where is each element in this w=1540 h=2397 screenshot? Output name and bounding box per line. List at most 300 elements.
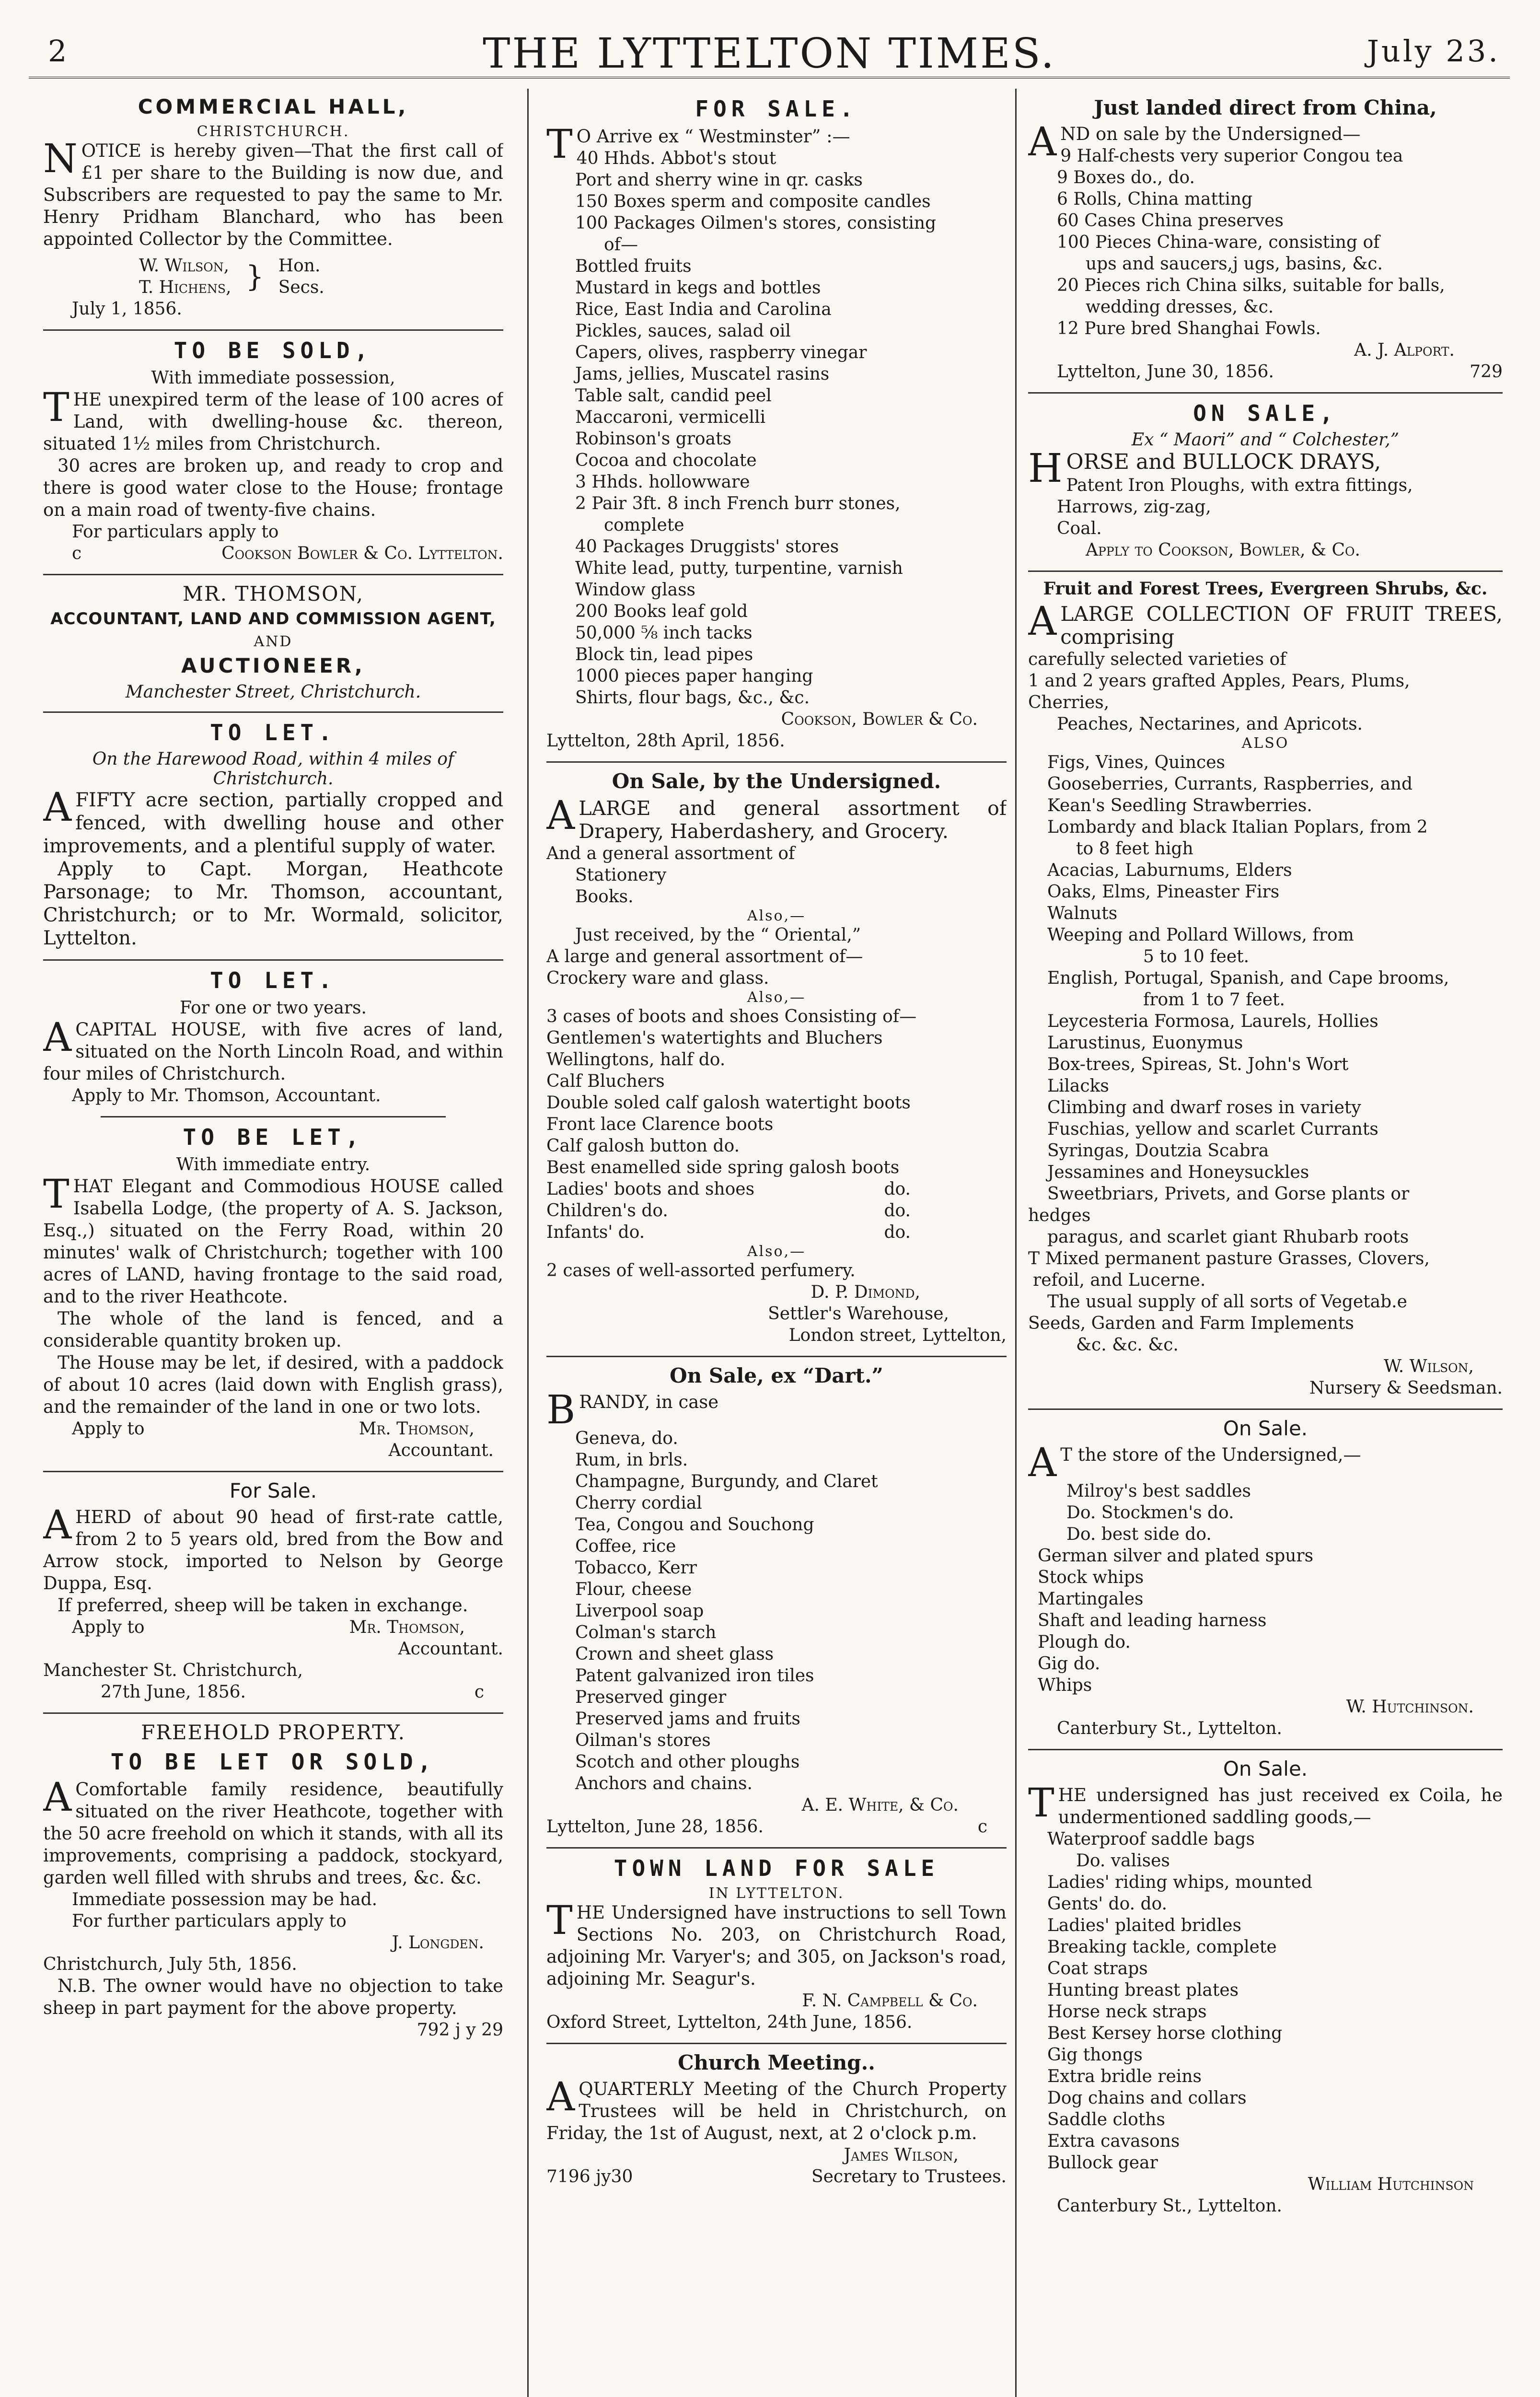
list-item: Ladies' plaited bridles	[1047, 1916, 1241, 1935]
list-item: Rice, East India and Carolina	[575, 300, 832, 319]
drop-cap: T	[546, 1898, 573, 1943]
ad-body: 30 acres are broken up, and ready to crop and there is good water close to the House; frontage on a main road of twenty-five chains.	[43, 455, 503, 520]
list-item: Do. best side do.	[1066, 1524, 1212, 1544]
list-item: 2 Pair 3ft. 8 inch French burr stones,	[575, 494, 901, 513]
ad-line: Peaches, Nectarines, and Apricots.	[1057, 714, 1363, 734]
signer: Cookson, Bowler & Co.	[781, 710, 978, 729]
ad-line: 2 cases of well-assorted perfumery.	[546, 1261, 856, 1280]
separator	[43, 959, 503, 961]
ad-heading: For Sale.	[229, 1479, 317, 1502]
ad-heading: Just landed direct from China,	[1094, 96, 1437, 119]
list-item: Port and sherry wine in qr. casks	[575, 170, 863, 190]
separator	[43, 1712, 503, 1714]
list-item: Do. Stockmen's do.	[1066, 1503, 1234, 1523]
list-item: Maccaroni, vermicelli	[575, 407, 766, 427]
ad-to-be-sold	[43, 337, 503, 564]
signer: J. Longden.	[392, 1933, 484, 1953]
signer-role: Nursery & Seedsman.	[1309, 1378, 1503, 1398]
list-item: Champagne, Burgundy, and Claret	[575, 1472, 878, 1491]
drop-cap: T	[546, 122, 573, 167]
ad-date: Lyttelton, June 30, 1856.	[1057, 362, 1274, 382]
ad-body: Immediate possession may be had.	[72, 1890, 378, 1909]
list-item: Calf Bluchers	[546, 1071, 665, 1091]
separator	[546, 1356, 1007, 1357]
ad-heading: TO BE LET OR SOLD,	[110, 1749, 436, 1775]
signer: William Hutchinson	[1308, 2175, 1474, 2194]
list-item: 40 Packages Druggists' stores	[575, 537, 839, 557]
list-item: 9 Half-chests very superior Congou tea	[1060, 146, 1403, 166]
list-item: Jams, jellies, Muscatel rasins	[575, 364, 830, 384]
item-list	[1028, 1828, 1503, 2174]
signer-role: Secs.	[278, 278, 324, 297]
ad-line: Crockery ware and glass.	[546, 968, 769, 988]
list-item: Double soled calf galosh watertight boots	[546, 1093, 911, 1113]
ad-date: 27th June, 1856.	[101, 1682, 246, 1702]
list-item: Bottled fruits	[575, 256, 692, 276]
list-item: Cocoa and chocolate	[575, 451, 757, 470]
list-item: refoil, and Lucerne.	[1033, 1270, 1206, 1290]
signer-street: London street, Lyttelton,	[788, 1326, 1007, 1345]
ad-heading: FREEHOLD PROPERTY.	[141, 1721, 405, 1744]
drop-cap: A	[546, 793, 575, 838]
ad-dart	[546, 1364, 1007, 1838]
signer-role: Secretary to Trustees.	[811, 2167, 1007, 2187]
list-item: to 8 feet high	[1076, 839, 1193, 859]
drop-cap: T	[1028, 1780, 1054, 1826]
list-item: Bullock gear	[1047, 2153, 1158, 2173]
ad-subheading: IN LYTTELTON.	[708, 1885, 845, 1902]
list-item: Extra cavasons	[1047, 2131, 1180, 2151]
list-item: Fuschias, yellow and scarlet Currants	[1047, 1119, 1378, 1139]
item-list	[1028, 752, 1503, 1356]
ad-body: OTICE is hereby given—That the first call of £1 per share to the Building is now due, and Subscribers are requested to pay the same to Mr. Henry Pridham Blanchard, who has been appointed Collector by the Committee.	[43, 140, 503, 249]
page-number: 2	[48, 34, 67, 69]
signer: Cookson Bowler & Co. Lyttelton.	[221, 544, 503, 563]
ad-to-let-2	[43, 967, 503, 1106]
ad-church-meeting	[546, 2051, 1007, 2188]
separator	[101, 1116, 446, 1117]
list-item: Oilman's stores	[575, 1731, 711, 1750]
ad-first-line: LARGE COLLECTION OF FRUIT TREES, comprising	[1060, 602, 1503, 649]
list-item: Children's do.	[546, 1201, 668, 1221]
ad-heading: On Sale.	[1223, 1757, 1308, 1780]
list-item: Weeping and Pollard Willows, from	[1047, 925, 1354, 945]
ad-line: Books.	[575, 887, 634, 907]
list-item: Figs, Vines, Quinces	[1047, 753, 1225, 772]
signer: W. Wilson,	[1383, 1357, 1474, 1376]
list-item-value: do.	[884, 1201, 911, 1221]
agent-and: AND	[254, 633, 293, 650]
ad-china	[1028, 96, 1503, 383]
ad-heading: TO LET.	[210, 720, 336, 745]
ad-subheading: With immediate entry.	[176, 1155, 371, 1175]
list-item: Oaks, Elms, Pineaster Firs	[1047, 882, 1280, 902]
separator	[546, 1847, 1007, 1849]
list-item: Climbing and dwarf roses in variety	[1047, 1098, 1361, 1117]
list-item: Rum, in brls.	[575, 1450, 688, 1470]
signer: A. J. Alport.	[1354, 340, 1455, 360]
ad-line: Coal.	[1057, 519, 1102, 538]
item-list	[546, 1428, 1007, 1794]
list-item: from 1 to 7 feet.	[1143, 990, 1285, 1010]
masthead	[29, 19, 1510, 79]
list-item: Larustinus, Euonymus	[1047, 1033, 1243, 1053]
list-item: hedges	[1028, 1206, 1091, 1225]
drop-cap: A	[43, 785, 72, 830]
ad-to-let-1	[43, 720, 503, 950]
list-item: 200 Books leaf gold	[575, 602, 748, 621]
also-label: Also,—	[747, 1243, 806, 1260]
ad-heading: ON SALE,	[1193, 400, 1338, 426]
list-item: 6 Rolls, China matting	[1057, 189, 1253, 209]
ad-heading: FOR SALE.	[695, 96, 858, 122]
ad-subheading: On the Harewood Road, within 4 miles of Christchurch.	[92, 749, 454, 789]
signer: W. Hutchinson.	[1346, 1697, 1474, 1717]
ad-first-line: ND on sale by the Undersigned—	[1060, 124, 1361, 144]
ad-date: Oxford Street, Lyttelton, 24th June, 1856.	[546, 2013, 913, 2032]
list-item: Flour, cheese	[575, 1580, 692, 1599]
ad-heading: TOWN LAND FOR SALE	[614, 1855, 939, 1881]
list-item: Shirts, flour bags, &c., &c.	[575, 688, 810, 708]
list-item: Preserved ginger	[575, 1687, 727, 1707]
separator	[546, 2043, 1007, 2044]
list-item: Box-trees, Spireas, St. John's Wort	[1047, 1055, 1349, 1074]
ad-first-line: RANDY, in case	[579, 1392, 719, 1412]
list-item: Kean's Seedling Strawberries.	[1047, 796, 1312, 815]
drop-cap: A	[43, 1502, 72, 1548]
column-rule	[527, 89, 529, 2397]
signer-place: Settler's Warehouse,	[768, 1304, 949, 1324]
list-item: Seeds, Garden and Farm Implements	[1028, 1314, 1354, 1333]
list-item: Best enamelled side spring galosh boots	[546, 1158, 900, 1177]
list-item: 40 Hhds. Abbot's stout	[576, 149, 776, 168]
list-item: Patent galvanized iron tiles	[575, 1666, 814, 1686]
ad-date: July 1, 1856.	[72, 299, 182, 319]
list-item: wedding dresses, &c.	[1086, 297, 1274, 317]
ad-saddling-goods	[1028, 1757, 1503, 2217]
list-item: Dog chains and collars	[1047, 2088, 1247, 2108]
separator	[43, 711, 503, 713]
ad-subheading: With immediate possession,	[151, 368, 395, 388]
list-item: Infants' do.	[546, 1222, 645, 1242]
issue-date: July 23.	[1367, 34, 1500, 69]
signer-role: Accountant.	[398, 1639, 503, 1659]
ad-line: Just received, by the “ Oriental,”	[575, 925, 861, 945]
list-item: Lombardy and black Italian Poplars, from 2	[1047, 817, 1428, 837]
ad-drays	[1028, 400, 1503, 561]
ad-apply: Apply to Cookson, Bowler, & Co.	[1086, 540, 1360, 560]
list-item: 150 Boxes sperm and composite candles	[575, 192, 931, 211]
list-item-value: do.	[884, 1222, 911, 1242]
list-item: 9 Boxes do., do.	[1057, 168, 1195, 187]
list-item: Hunting breast plates	[1047, 1980, 1239, 2000]
list-item: Coat straps	[1047, 1959, 1148, 1978]
ad-body: For further particulars apply to	[72, 1911, 347, 1931]
ad-body: HE unexpired term of the lease of 100 acres of Land, with dwelling-house &c. thereon, situated 1½ miles from Christchurch.	[43, 389, 503, 454]
separator	[1028, 1749, 1503, 1750]
ad-mark: c	[72, 544, 82, 563]
signer: A. E. White, & Co.	[801, 1795, 959, 1815]
ad-for-sale-herd	[43, 1479, 503, 1703]
list-item: Tea, Congou and Souchong	[575, 1515, 814, 1535]
list-item: Block tin, lead pipes	[575, 645, 753, 664]
ad-heading: TO BE SOLD,	[174, 337, 373, 363]
list-item: Breaking tackle, complete	[1047, 1937, 1277, 1957]
also-label: Also,—	[747, 908, 806, 924]
ad-first-line: HE undersigned has just received ex Coila, he undermentioned saddling goods,—	[1058, 1785, 1503, 1827]
list-item: The usual supply of all sorts of Vegetab.e	[1047, 1292, 1407, 1312]
ad-heading: TO BE LET,	[183, 1124, 364, 1150]
agent-address: Manchester Street, Christchurch.	[125, 682, 421, 702]
separator	[1028, 1408, 1503, 1410]
ad-line: 1 and 2 years grafted Apples, Pears, Plums,	[1028, 671, 1410, 691]
list-item-value: do.	[884, 1179, 911, 1199]
ad-note: N.B. The owner would have no objection to take sheep in part payment for the above property.	[43, 1976, 503, 2018]
list-item: Table salt, candid peel	[575, 386, 772, 406]
item-list	[1028, 145, 1503, 339]
ad-date: Lyttelton, 28th April, 1856.	[546, 731, 785, 751]
ad-body: HE Undersigned have instructions to sell Town Sections No. 203, on Christchurch Road, adjoining Mr. Varyer's; and 305, on Jackson's road, adjoining Mr. Seagur's.	[546, 1902, 1007, 1989]
ad-code: 792 j y 29	[417, 2020, 503, 2040]
ad-heading: On Sale, ex “Dart.”	[670, 1364, 883, 1387]
ad-town-land	[546, 1855, 1007, 2033]
ad-heading: Church Meeting..	[678, 2051, 875, 2074]
item-list	[1028, 1480, 1503, 1696]
column-1	[43, 91, 503, 2397]
list-item: Anchors and chains.	[575, 1774, 753, 1793]
list-item: Leycesteria Formosa, Laurels, Hollies	[1047, 1012, 1378, 1031]
list-item: Gents' do. do.	[1047, 1894, 1168, 1914]
signer: James Wilson,	[844, 2145, 959, 2165]
ad-body: HERD of about 90 head of first-rate cattle, from 2 to 5 years old, bred from the Bow and Arrow stock, imported to Nelson by George Duppa, Esq.	[43, 1507, 503, 1594]
list-item: Best Kersey horse clothing	[1047, 2024, 1283, 2043]
list-item: Walnuts	[1047, 904, 1118, 923]
ad-freehold	[43, 1721, 503, 2041]
list-item: complete	[604, 515, 684, 535]
list-item: Acacias, Laburnums, Elders	[1047, 861, 1292, 880]
signer-role: Hon.	[278, 256, 321, 276]
list-item: Stock whips	[1038, 1568, 1144, 1587]
ad-body: The whole of the land is fenced, and a considerable quantity broken up.	[43, 1308, 503, 1351]
list-item: Lilacks	[1047, 1076, 1109, 1096]
ad-first-line: ORSE and BULLOCK DRAYS,	[1066, 450, 1381, 474]
list-item: Capers, olives, raspberry vinegar	[575, 343, 867, 362]
list-item: of—	[604, 235, 638, 255]
list-item: Window glass	[575, 580, 696, 600]
list-item: 60 Cases China preserves	[1057, 211, 1284, 231]
separator	[43, 574, 503, 575]
ad-heading: On Sale, by the Undersigned.	[612, 769, 941, 793]
list-item: Sweetbriars, Privets, and Gorse plants or	[1047, 1184, 1410, 1204]
list-item: Coffee, rice	[575, 1536, 676, 1556]
ad-date: Lyttelton, June 28, 1856.	[546, 1817, 764, 1837]
list-item: Crown and sheet glass	[575, 1644, 774, 1664]
ad-address: Manchester St. Christchurch,	[43, 1661, 303, 1680]
ad-apply: For particulars apply to	[72, 522, 279, 542]
list-item: 5 to 10 feet.	[1143, 947, 1250, 966]
ad-thomson	[43, 582, 503, 702]
ad-line: A large and general assortment of—	[546, 947, 863, 966]
ad-subheading: For one or two years.	[180, 998, 367, 1018]
signer: Mr. Thomson,	[349, 1617, 465, 1637]
ad-undersigned	[546, 769, 1007, 1346]
ad-heading: On Sale.	[1223, 1417, 1308, 1440]
ad-to-be-let	[43, 1124, 503, 1461]
list-item: Wellingtons, half do.	[546, 1050, 726, 1070]
signer: D. P. Dimond,	[811, 1282, 920, 1302]
ad-line: Patent Iron Ploughs, with extra fittings,	[1066, 476, 1413, 495]
ad-body: HAT Elegant and Commodious HOUSE called Isabella Lodge, (the property of A. S. Jackson, Esq.,) situated on the Ferry Road, within 20 minutes' walk of Christchurch; together with 100 acres of LAND, having frontage to the said road, and to the river Heathcote.	[43, 1176, 503, 1307]
list-item: Gooseberries, Currants, Raspberries, and	[1047, 774, 1413, 794]
ad-line: Harrows, zig-zag,	[1057, 497, 1211, 517]
list-item: 100 Pieces China-ware, consisting of	[1057, 233, 1380, 252]
list-item: Martingales	[1038, 1589, 1144, 1609]
drop-cap: A	[546, 2074, 575, 2120]
ad-line: And a general assortment of	[546, 844, 795, 863]
list-item: Pickles, sauces, salad oil	[575, 321, 791, 341]
list-item: Colman's starch	[575, 1623, 717, 1642]
drop-cap: N	[43, 136, 78, 182]
list-item: Gig do.	[1038, 1654, 1100, 1674]
agent-name: MR. THOMSON,	[182, 582, 364, 605]
separator	[1028, 570, 1503, 572]
list-item: Whips	[1038, 1676, 1092, 1695]
list-item: Waterproof saddle bags	[1047, 1829, 1255, 1849]
signer: W. Wilson,	[139, 256, 230, 276]
drop-cap: B	[546, 1387, 576, 1433]
signer-place: Canterbury St., Lyttelton.	[1057, 2196, 1282, 2216]
ad-subheading: CHRISTCHURCH.	[197, 123, 350, 140]
list-item: ups and saucers,j ugs, basins, &c.	[1086, 254, 1383, 274]
ad-for-sale-westminster	[546, 96, 1007, 752]
ad-first-line: T the store of the Undersigned,—	[1060, 1444, 1361, 1465]
ad-body: LARGE and general assortment of Drapery, Haberdashery, and Grocery.	[579, 797, 1007, 843]
separator	[43, 329, 503, 331]
signer: F. N. Campbell & Co.	[802, 1991, 978, 2011]
list-item: Ladies' boots and shoes	[546, 1179, 755, 1199]
ad-body: If preferred, sheep will be taken in exchange.	[58, 1595, 468, 1616]
drop-cap: T	[43, 1172, 69, 1217]
ad-mark: c	[474, 1682, 484, 1702]
ad-body: QUARTERLY Meeting of the Church Property Trustees will be held in Christchurch, on Friday, the 1st of August, next, at 2 o'clock p.m.	[546, 2079, 1007, 2143]
drop-cap: A	[43, 1775, 72, 1820]
list-item: Extra bridle reins	[1047, 2067, 1202, 2086]
list-item: T Mixed permanent pasture Grasses, Clovers,	[1028, 1249, 1430, 1268]
ad-body: CAPITAL HOUSE, with five acres of land, situated on the North Lincoln Road, and within four miles of Christchurch.	[43, 1019, 503, 1084]
ad-commercial-hall: COMMERCIAL HALL, CHRISTCHURCH. NOTICE is hereby given—That the first call of £1 per share to the Building is now due, and Subscribers are requested to pay the same to Mr. Henry Pridham Blanchard, who has been appointed Collector by the Committee. W. Wilson, T. Hichens, } Hon. Secs. July 1, 1856.	[43, 95, 503, 319]
signer: Mr. Thomson,	[359, 1419, 475, 1439]
list-item: Ladies' riding whips, mounted	[1047, 1873, 1312, 1892]
list-item: Jessamines and Honeysuckles	[1047, 1163, 1309, 1182]
separator	[1028, 392, 1503, 394]
signer-place: Canterbury St., Lyttelton.	[1057, 1719, 1282, 1738]
column-rule	[1015, 89, 1017, 2397]
ad-body: The House may be let, if desired, with a paddock of about 10 acres (laid down with English grass), and the remainder of the land in one or two lots.	[43, 1352, 503, 1417]
list-item: 12 Pure bred Shanghai Fowls.	[1057, 319, 1321, 338]
list-item: &c. &c. &c.	[1076, 1335, 1179, 1355]
list-item: Gentlemen's watertights and Bluchers	[546, 1028, 883, 1048]
list-item: 3 cases of boots and shoes Consisting of—	[546, 1007, 917, 1026]
list-item: 100 Packages Oilmen's stores, consisting	[575, 213, 937, 233]
ad-heading: TO LET.	[210, 967, 336, 993]
list-item: Tobacco, Kerr	[575, 1558, 697, 1578]
list-item: Plough do.	[1038, 1632, 1131, 1652]
ad-line: Cherries,	[1028, 693, 1110, 712]
list-item: 20 Pieces rich China silks, suitable for balls,	[1057, 276, 1445, 295]
ad-saddles	[1028, 1417, 1503, 1739]
drop-cap: H	[1028, 446, 1063, 491]
ad-apply: Apply to	[72, 1617, 145, 1637]
list-item: Geneva, do.	[575, 1429, 678, 1448]
drop-cap: A	[1028, 1440, 1057, 1486]
list-item: Saddle cloths	[1047, 2110, 1165, 2129]
ad-apply: Apply to	[72, 1419, 145, 1439]
ad-intro: O Arrive ex “ Westminster” :—	[576, 126, 850, 147]
separator	[546, 761, 1007, 763]
list-item: Front lace Clarence boots	[546, 1115, 774, 1134]
ad-body: Comfortable family residence, beautifully situated on the river Heathcote, together with the 50 acre freehold on which it stands, with all its improvements, comprising a paddock, stockyard, garden well filled with shrubs and trees, &c. &c.	[43, 1779, 503, 1888]
list-item: Mustard in kegs and bottles	[575, 278, 821, 298]
also-label: ALSO	[1241, 735, 1289, 752]
ad-line: Stationery	[575, 865, 667, 885]
list-item: Syringas, Doutzia Scabra	[1047, 1141, 1269, 1161]
list-item: 50,000 ⅝ inch tacks	[575, 623, 753, 643]
drop-cap: A	[1028, 119, 1057, 165]
ad-date: Christchurch, July 5th, 1856.	[43, 1955, 297, 1974]
signer-role: Accountant.	[388, 1441, 494, 1460]
ad-code: 7196 jy30	[546, 2167, 633, 2187]
ad-body: FIFTY acre section, partially cropped and fenced, with dwelling house and other improvements, and a plentiful supply of water.	[43, 789, 503, 857]
list-item: English, Portugal, Spanish, and Cape brooms,	[1047, 968, 1449, 988]
ad-line: carefully selected varieties of	[1028, 650, 1286, 669]
drop-cap: T	[43, 385, 69, 431]
list-item: Gig thongs	[1047, 2045, 1143, 2065]
separator	[43, 1471, 503, 1472]
drop-cap: A	[1028, 599, 1057, 644]
agent-auctioneer: AUCTIONEER,	[181, 654, 365, 677]
ad-heading: COMMERCIAL HALL,	[138, 95, 409, 118]
agent-role: ACCOUNTANT, LAND AND COMMISSION AGENT,	[50, 609, 496, 628]
list-item: Calf galosh button do.	[546, 1136, 740, 1156]
ad-body: Apply to Capt. Morgan, Heathcote Parsonage; to Mr. Thomson, accountant, Christchurch; or to Mr. Wormald, solicitor, Lyttelton.	[43, 858, 503, 949]
column-2	[546, 91, 1007, 2397]
list-item: Do. valises	[1076, 1851, 1170, 1871]
list-item: paragus, and scarlet giant Rhubarb roots	[1047, 1227, 1409, 1247]
ad-mark: c	[977, 1817, 987, 1837]
list-item: Shaft and leading harness	[1038, 1611, 1267, 1630]
list-item: Cherry cordial	[575, 1493, 702, 1513]
column-3	[1028, 91, 1503, 2397]
signer: T. Hichens,	[139, 278, 232, 297]
list-item: German silver and plated spurs	[1038, 1546, 1314, 1566]
list-item: Robinson's groats	[575, 429, 732, 449]
list-item: Preserved jams and fruits	[575, 1709, 800, 1729]
list-item: 1000 pieces paper hanging	[575, 666, 813, 686]
ad-code: 729	[1470, 362, 1503, 382]
list-item: Horse neck straps	[1047, 2002, 1207, 2022]
newspaper-title: THE LYTTELTON TIMES.	[483, 30, 1056, 78]
list-item: White lead, putty, turpentine, varnish	[575, 559, 903, 578]
ad-subheading: Ex “ Maori” and “ Colchester,”	[1131, 430, 1400, 450]
list-item: 3 Hhds. hollowware	[575, 472, 750, 492]
ad-apply: Apply to Mr. Thomson, Accountant.	[72, 1086, 381, 1105]
list-item: Scotch and other ploughs	[575, 1752, 800, 1772]
item-list	[546, 148, 1007, 709]
list-item: Liverpool soap	[575, 1601, 704, 1621]
ad-trees	[1028, 579, 1503, 1399]
list-item: Milroy's best saddles	[1066, 1481, 1251, 1501]
drop-cap: A	[43, 1015, 72, 1060]
